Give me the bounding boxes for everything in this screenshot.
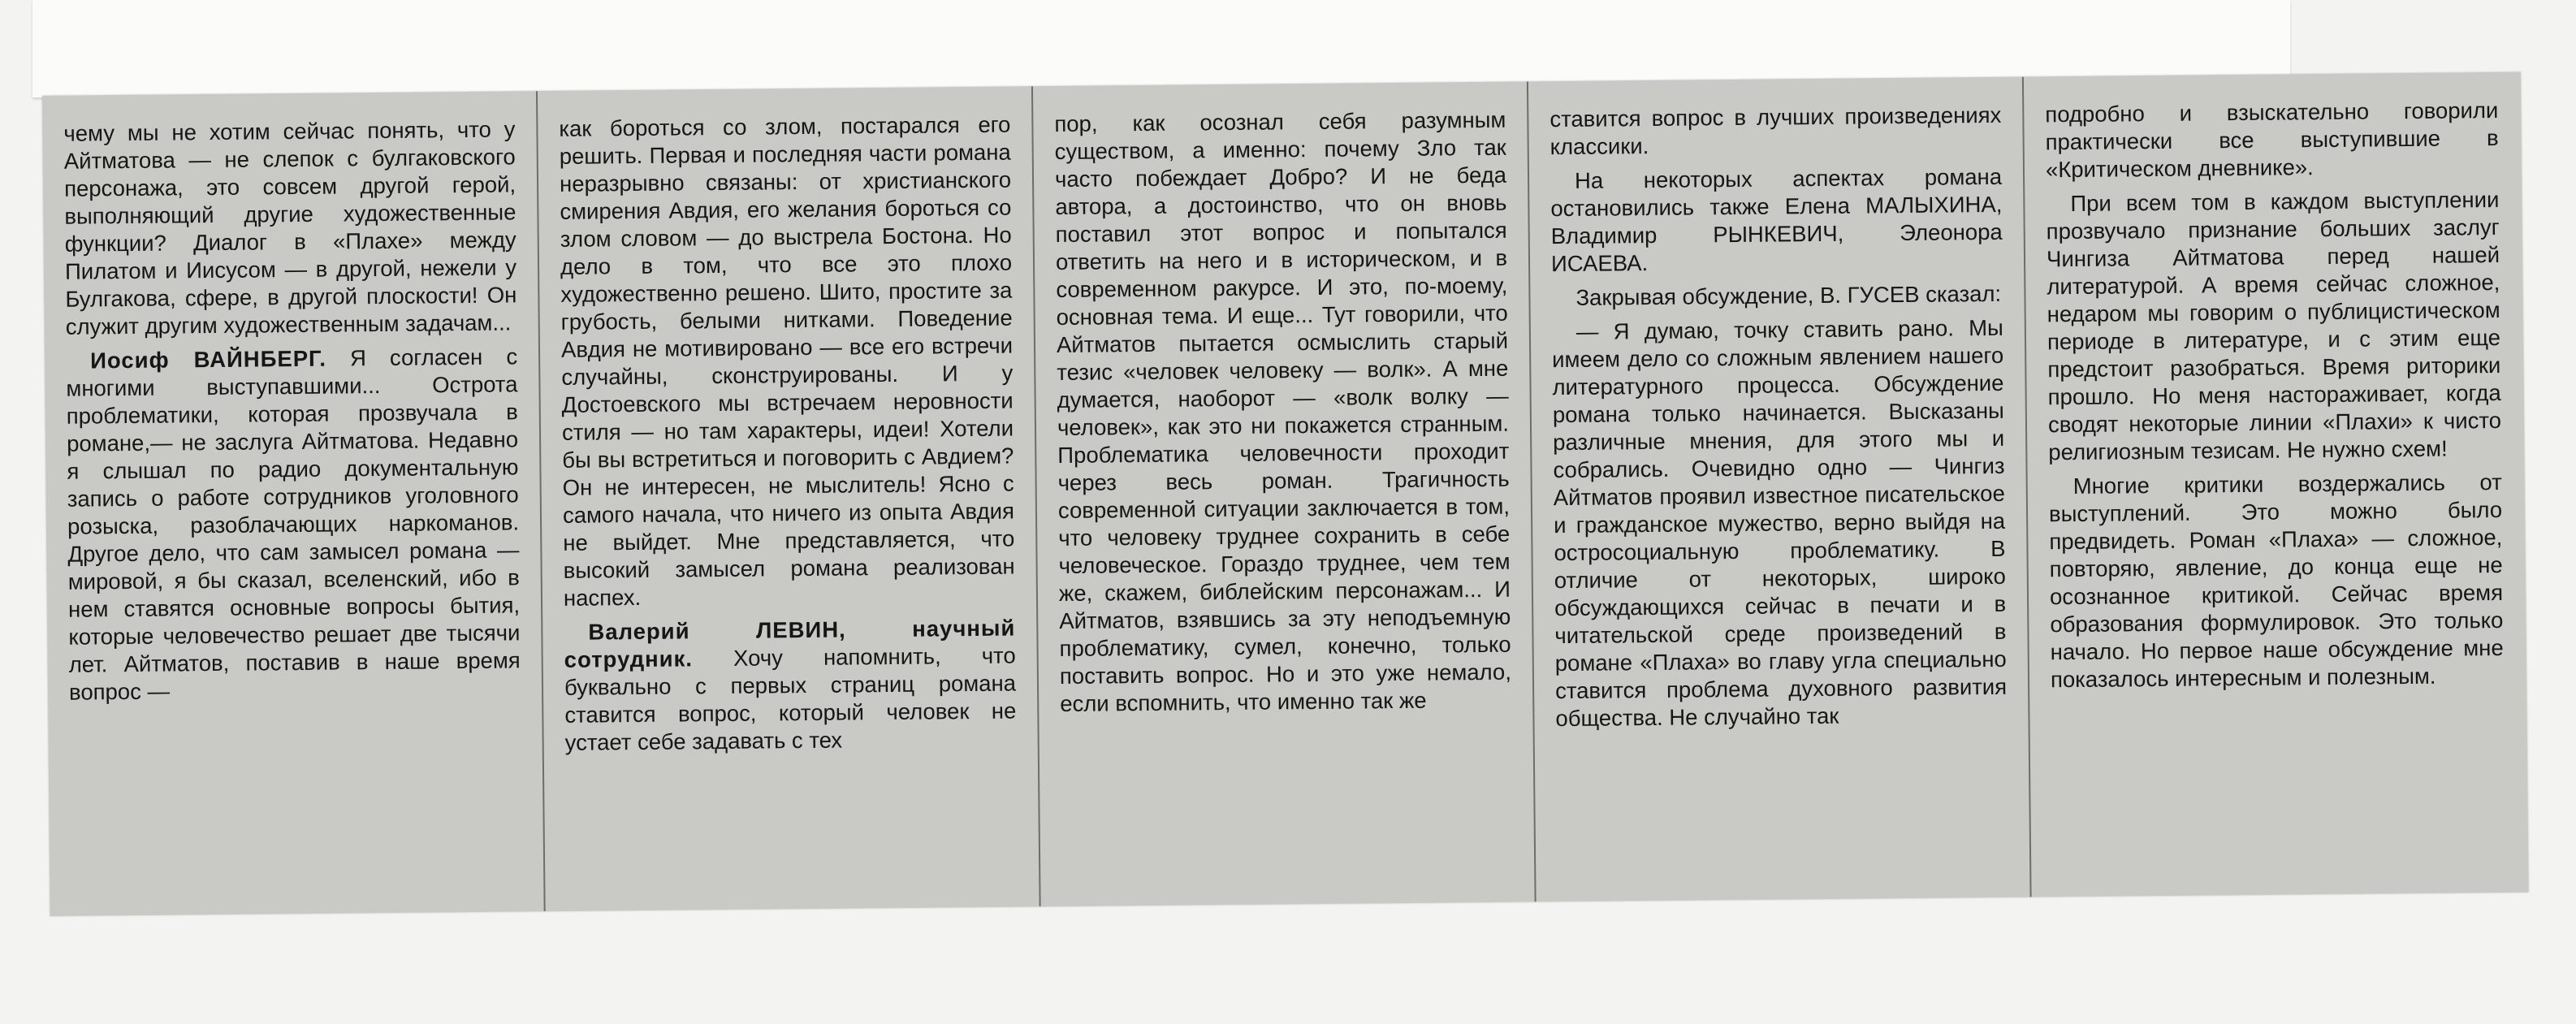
speaker-text: Я согласен с многими выступавшими... Острота проблематики, которая прозвучала в романе,— не заслуга Айтматова. Недавно я слышал по радио документальную запись о работе сотрудников уголовного розыска, разоблачающих наркоманов. Другое дело, что сам замысел романа — мировой, я бы сказал, вселенский, ибо в нем ставятся основные вопросы бытия, которые человечество решает две тысячи лет. Айтматов, поставив в наше время вопрос —	[66, 343, 521, 705]
article-column-5	[2024, 72, 2527, 897]
article-column-4	[1528, 77, 2032, 902]
paragraph: При всем том в каждом выступлении прозвучало признание больших заслуг Чингиза Айтматова перед нашей литературой. А время сейчас сложное, недаром мы говорим о публицистическом периоде в литературе, и с этим еще предстоит разобраться. Время риторики прошло. Но меня настораживает, когда сводят некоторые линии «Плахи» к чисто религиозным тезисам. Не нужно схем!	[2046, 186, 2502, 465]
paragraph: Закрывая обсуждение, В. ГУСЕВ сказал:	[1575, 280, 2002, 310]
paragraph: подробно и взыскательно говорили практически все выступившие в «Критическом дневнике».	[2045, 97, 2499, 183]
speaker-name: Иосиф ВАЙНБЕРГ.	[89, 345, 327, 374]
newspaper-clipping	[42, 72, 2529, 916]
paragraph: На некоторых аспектах романа остановились также Елена МАЛЫХИНА, Владимир РЫНКЕВИЧ, Элеонора ИСАЕВА.	[1550, 163, 2003, 277]
paragraph: — Я думаю, точку ставить рано. Мы имеем дело со сложным явлением нашего литературного процесса. Обсуждение романа только начинается. Высказаны различные мнения, для этого мы и собрались. Очевидно одно — Чингиз Айтматов проявил известное писательское и гражданское мужество, верно выйдя на остросоциальную проблематику. В отличие от некоторых, широко обсуждающихся сейчас в печати и в читательской среде произведений в романе «Плаха» во главу угла специально ставится проблема духовного развития общества. Не случайно так	[1552, 314, 2008, 732]
speaker-name: Валерий ЛЕВИН, научный сотрудник.	[564, 615, 1016, 672]
article-column-1	[42, 91, 546, 916]
paragraph	[66, 343, 521, 706]
article-column-2	[538, 86, 1041, 911]
paragraph: пор, как осознал себя разумным существом, а именно: почему Зло так часто побеждает Добро? И не беда автора, а достоинство, что он вновь поставил этот вопрос и попытался ответить на него и в историческом, и в современном ракурсе. И это, по-моему, основная тема. И еще... Тут говорили, что Айтматов пытается осмыслить старый тезис «человек человеку — волк». А мне думается, наоборот — «волк волку — человек», как это ни покажется странным. Проблематика человечности проходит через весь роман. Трагичность современной ситуации заключается в том, что человеку труднее сохранить в себе человеческое. Гораздо труднее, чем тем же, скажем, библейским персонажам... И Айтматов, взявшись за эту неподъемную проблематику, сумел, конечно, только поставить вопрос. Но и это уже немало, если вспомнить, что именно так же	[1054, 106, 1512, 717]
article-columns	[42, 72, 2529, 916]
article-column-3	[1033, 81, 1537, 906]
paragraph: Многие критики воздержались от выступлений. Это можно было предвидеть. Роман «Плаха» — сложное, повторяю, явление, до конца еще не осознанное критикой. Сейчас время образования формулировок. Это только начало. Но первое наше обсуждение мне показалось интересным и полезным.	[2048, 469, 2504, 693]
paragraph: как бороться со злом, постарался его решить. Первая и последняя части романа неразрывно связаны: от христианского смирения Авдия, его желания бороться со злом словом — до выстрела Бостона. Но дело в том, что все это плохо художественно решено. Шито, простите за грубость, белыми нитками. Поведение Авдия не мотивировано — все его встречи случайны, сконструированы. И у Достоевского мы встречаем неровности стиля — но там характеры, идеи! Хотели бы вы встретиться и поговорить с Авдием? Он не интересен, не мыслитель! Ясно с самого начала, что ничего из опыта Авдия не выйдет. Мне представляется, что высокий замысел романа реализован наспех.	[559, 111, 1015, 611]
paragraph	[564, 615, 1017, 757]
speaker-text: Хочу напомнить, что буквально с первых страниц романа ставится вопрос, который человек не устает себе задавать с тех	[564, 642, 1017, 755]
paragraph: ставится вопрос в лучших произведениях классики.	[1549, 102, 2002, 160]
paragraph: чему мы не хотим сейчас понять, что у Айтматова — не слепок с булгаковского персонажа, это совсем другой герой, выполняющий другие художественные функции? Диалог в «Плахе» между Пилатом и Иисусом — в другой, нежели у Булгакова, сфере, в другой плоскости! Он служит другим художественным задачам...	[63, 116, 517, 339]
